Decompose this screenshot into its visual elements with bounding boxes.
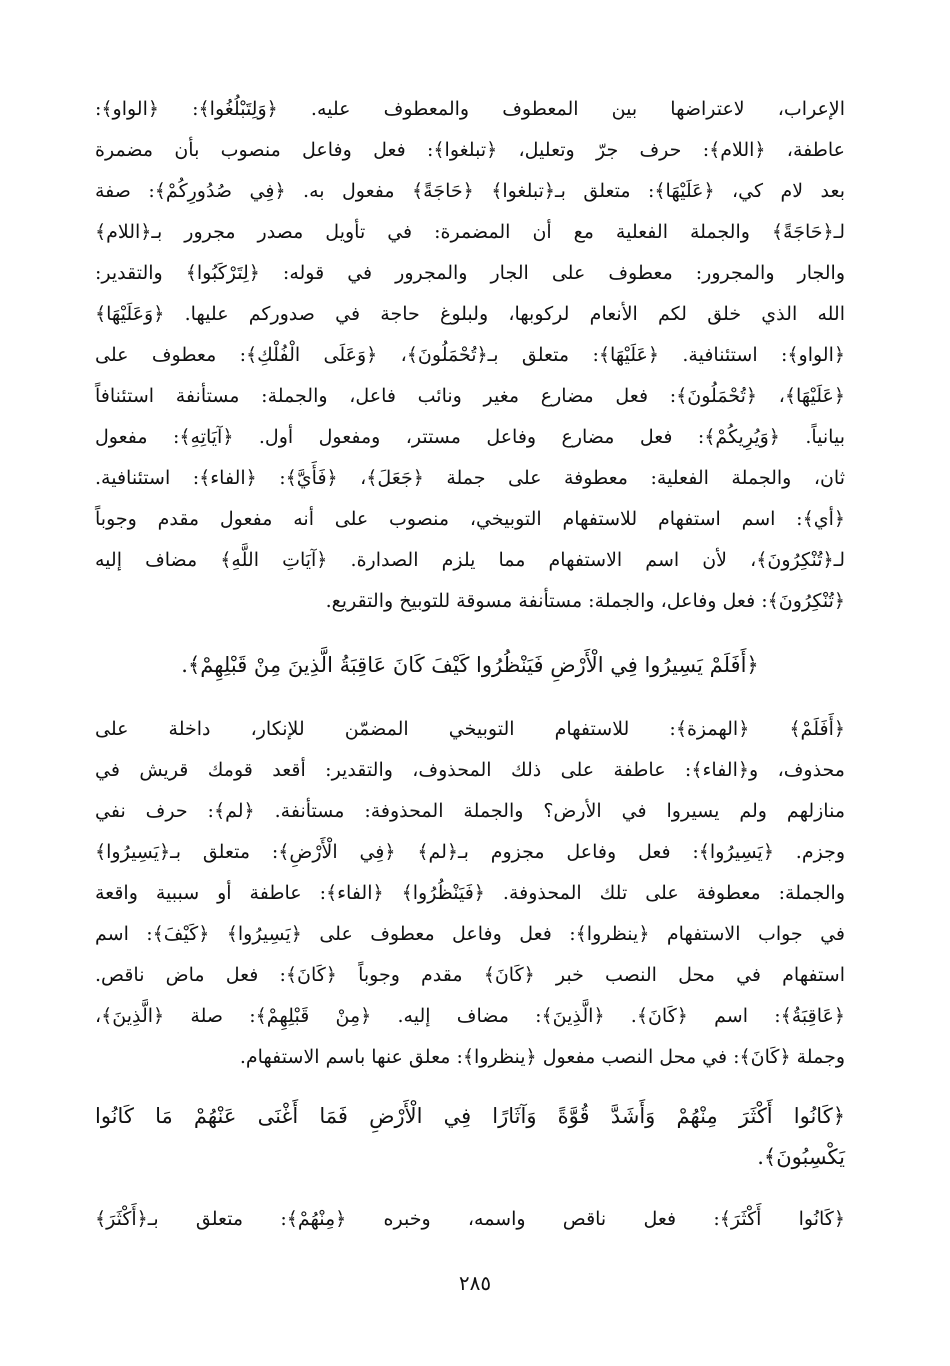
text-line: ثان، والجملة الفعلية: معطوفة على جملة ﴿جَعَلَ﴾، ﴿فَأَيَّ﴾: ﴿الفاء﴾: استئنافية. [95, 467, 845, 489]
text-line: وجزم. ﴿يَسِيرُوا﴾: فعل وفاعل مجزوم بـ﴿لم﴾ ﴿فِي الْأَرْضِ﴾: متعلق بـ﴿يَسِيرُوا﴾ [95, 841, 845, 863]
text-line: لـ﴿تُنْكِرُونَ﴾، لأن اسم الاستفهام مما يلزم الصدارة. ﴿آيَاتِ اللَّهِ﴾ مضاف إليه [95, 549, 845, 571]
text-line: وجملة ﴿كَانَ﴾: في محل النصب مفعول ﴿ينظروا﴾: معلق عنها باسم الاستفهام. [239, 1046, 845, 1068]
quran-verse-end: يَكْسِبُونَ﴾. [757, 1145, 845, 1169]
text-line: ﴿عَلَيْهَا﴾، ﴿تُحْمَلُونَ﴾: فعل مضارع مغير ونائب فاعل، والجملة: مستأنفة استئنافاً [95, 385, 845, 407]
text-line: الإعراب، لاعتراضها بين المعطوف والمعطوف عليه. ﴿وَلِتَبْلُغُوا﴾: ﴿الواو﴾: [95, 98, 845, 120]
text-line: بيانياً. ﴿وَيُرِيكُمْ﴾: فعل مضارع وفاعل مستتر، ومفعول أول. ﴿آيَاتِهِ﴾: مفعول [95, 426, 845, 448]
text-line: ﴿أي﴾: اسم استفهام للاستفهام التوبيخي، منصوب على أنه مفعول مقدم وجوباً [95, 508, 845, 530]
text-line: والجار والمجرور: معطوف على الجار والمجرور في قوله: ﴿لِتَرْكَبُوا﴾ والتقدير: [95, 262, 845, 284]
text-line: منازلهم ولم يسيروا في الأرض؟ والجملة المحذوفة: مستأنفة. ﴿لم﴾: حرف نفي [95, 800, 845, 822]
text-line: عاطفة، ﴿اللام﴾: حرف جرّ وتعليل، ﴿تبلغوا﴾: فعل وفاعل منصوب بأن مضمرة [95, 139, 845, 161]
page-number: ٢٨٥ [458, 1271, 492, 1295]
text-line: لـ﴿حَاجَةً﴾ والجملة الفعلية مع أن المضمرة: في تأويل مصدر مجرور بـ﴿اللام﴾ [95, 221, 845, 243]
text-line: استفهام في محل النصب خبر ﴿كَانَ﴾ مقدم وجوباً ﴿كَانَ﴾: فعل ماض ناقص. [95, 964, 845, 986]
quran-verse: ﴿كَانُوا أَكْثَرَ مِنْهُمْ وَأَشَدَّ قُوَّةً وَآثَارًا فِي الْأَرْضِ فَمَا أَغْنَى عَنْهُمْ مَا كَانُوا [95, 1104, 845, 1128]
text-line: محذوف، و﴿الفاء﴾: عاطفة على ذلك المحذوف، والتقدير: أقعد قومك قريش في [95, 759, 845, 781]
text-line: ﴿الواو﴾: استئنافية. ﴿عَلَيْهَا﴾: متعلق بـ﴿تُحْمَلُونَ﴾، ﴿وَعَلَى الْفُلْكِ﴾: معطوف على [95, 344, 845, 366]
text-line: ﴿تُنْكِرُونَ﴾: فعل وفاعل، والجملة: مستأنفة مسوقة للتوبيخ والتقريع. [325, 590, 845, 612]
text-line: ﴿كَانُوا أَكْثَرَ﴾: فعل ناقص واسمه، وخبره ﴿مِنْهُمْ﴾: متعلق بـ﴿أَكْثَرَ﴾ [95, 1208, 845, 1230]
text-line: والجملة: معطوفة على تلك المحذوفة. ﴿فَيَنْظُرُوا﴾ ﴿الفاء﴾: عاطفة أو سببية واقعة [95, 882, 845, 904]
quran-verse: ﴿أَفَلَمْ يَسِيرُوا فِي الْأَرْضِ فَيَنْظُرُوا كَيْفَ كَانَ عَاقِبَةُ الَّذِينَ مِنْ قَبْلِهِمْ﴾. [181, 653, 759, 677]
text-line: ﴿أَفَلَمْ﴾ ﴿الهمزة﴾: للاستفهام التوبيخي المضمّن للإنكار، داخلة على [95, 718, 845, 740]
text-line: في جواب الاستفهام ﴿ينظروا﴾: فعل وفاعل معطوف على ﴿يَسِيرُوا﴾ ﴿كَيْفَ﴾: اسم [95, 923, 845, 945]
text-line: ﴿عَاقِبَةُ﴾: اسم ﴿كَانَ﴾. ﴿الَّذِينَ﴾: مضاف إليه. ﴿مِنْ قَبْلِهِمْ﴾: صلة ﴿الَّذِينَ﴾، [95, 1005, 845, 1027]
text-line: الله الذي خلق لكم الأنعام لركوبها، ولبلوغ حاجة في صدوركم عليها. ﴿وَعَلَيْهَا﴾ [95, 303, 845, 325]
text-line: بعد لام كي، ﴿عَلَيْهَا﴾: متعلق بـ﴿تبلغوا﴾ ﴿حَاجَةً﴾ مفعول به. ﴿فِي صُدُورِكُمْ﴾: صفة [95, 180, 845, 202]
